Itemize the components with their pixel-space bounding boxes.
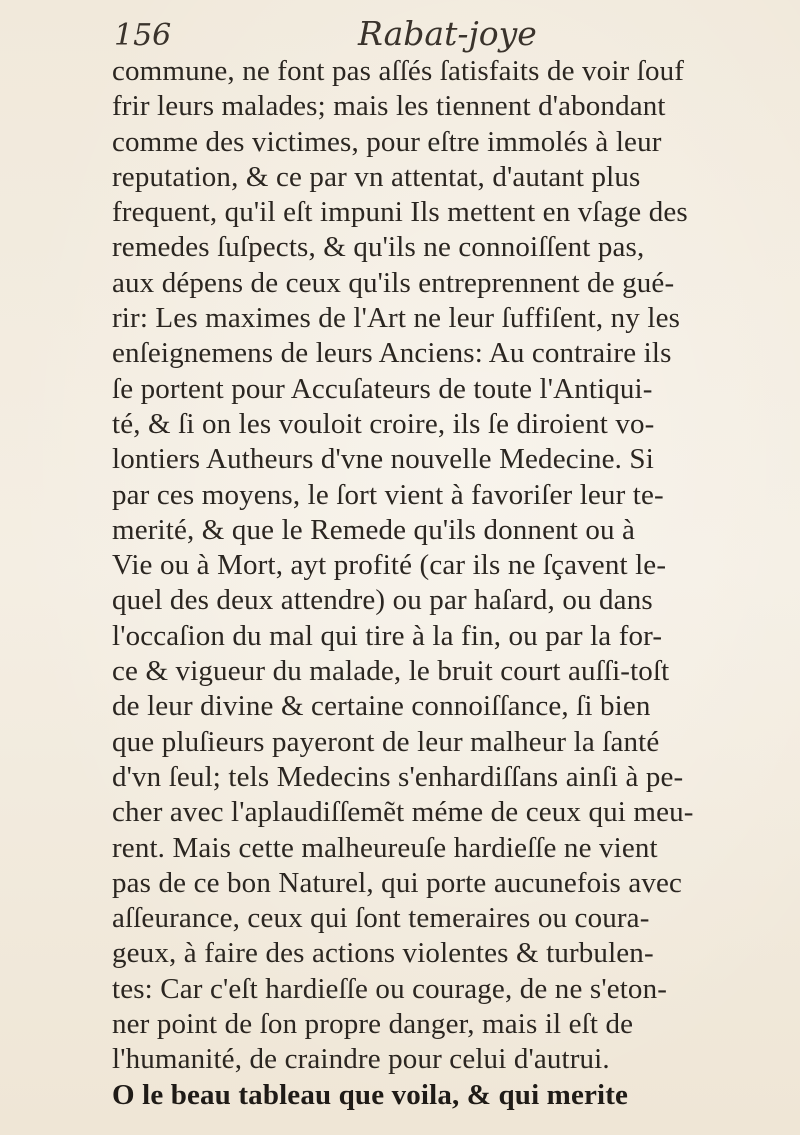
text-line: frequent, qu'il eſt impuni Ils mettent en vſage des	[112, 196, 688, 229]
text-line: comme des victimes, pour eſtre immolés à leur	[112, 125, 662, 158]
text-line: de leur divine & certaine connoiſſance, ſi bien	[112, 690, 651, 723]
text-line: d'vn ſeul; tels Medecins s'enhardiſſans ainſi à pe-	[112, 760, 684, 793]
text-line: rent. Mais cette malheureuſe hardieſſe ne vient	[112, 831, 658, 864]
text-line: que pluſieurs payeront de leur malheur la ſanté	[112, 725, 660, 758]
text-line: pas de ce bon Naturel, qui porte aucunefois avec	[112, 866, 683, 899]
text-line: O le beau tableau que voila, & qui merite	[112, 1078, 629, 1111]
running-title: Rabat-joye	[358, 14, 537, 53]
text-line: l'occaſion du mal qui tire à la fin, ou par la for-	[112, 619, 663, 652]
text-line: commune, ne font pas aſſés ſatisfaits de voir ſouf	[112, 55, 685, 87]
running-head	[114, 14, 714, 54]
text-line: aux dépens de ceux qu'ils entreprennent de gué-	[112, 266, 675, 299]
text-line: quel des deux attendre) ou par haſard, ou dans	[112, 584, 653, 617]
text-line: par ces moyens, le ſort vient à favoriſer leur te-	[112, 478, 664, 511]
page-number: 156	[114, 18, 172, 53]
text-line: té, & ſi on les vouloit croire, ils ſe diroient vo-	[112, 407, 655, 440]
text-line: rir: Les maximes de l'Art ne leur ſuffiſent, ny les	[112, 302, 681, 335]
body-text	[112, 54, 796, 1113]
text-line: l'humanité, de craindre pour celui d'autrui.	[112, 1043, 610, 1076]
text-line: geux, à faire des actions violentes & turbulen-	[112, 937, 654, 970]
text-line: remedes ſuſpects, & qu'ils ne connoiſſent pas,	[112, 231, 645, 264]
text-line: ce & vigueur du malade, le bruit court auſſi-toſt	[112, 655, 670, 688]
text-line: aſſeurance, ceux qui ſont temeraires ou coura-	[112, 902, 650, 935]
text-line: frir leurs malades; mais les tiennent d'abondant	[112, 90, 666, 123]
text-line: merité, & que le Remede qu'ils donnent ou à	[112, 513, 636, 546]
text-line: cher avec l'aplaudiſſemẽt méme de ceux qui meu-	[112, 796, 694, 829]
text-line: ſe portent pour Accuſateurs de toute l'Antiqui-	[112, 372, 653, 405]
text-line: reputation, & ce par vn attentat, d'autant plus	[112, 160, 641, 193]
text-line: ner point de ſon propre danger, mais il eſt de	[112, 1008, 634, 1041]
text-line: tes: Car c'eſt hardieſſe ou courage, de ne s'eton-	[112, 972, 668, 1005]
text-line: enſeignemens de leurs Anciens: Au contraire ils	[112, 337, 672, 370]
text-line: lontiers Autheurs d'vne nouvelle Medecine. Si	[112, 443, 654, 476]
text-line: Vie ou à Mort, ayt profité (car ils ne ſçavent le-	[112, 549, 667, 582]
